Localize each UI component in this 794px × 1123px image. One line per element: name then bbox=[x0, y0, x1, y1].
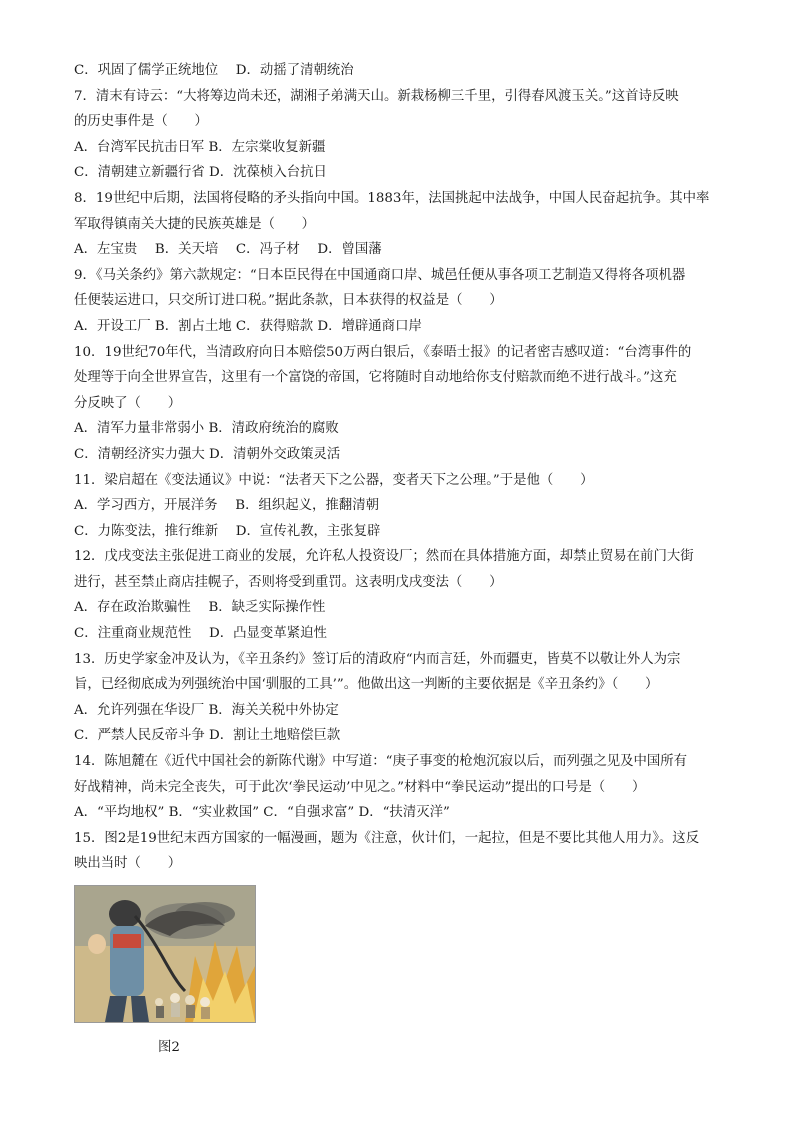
cartoon-figure-image bbox=[74, 885, 256, 1023]
q14-stem-line1: 14．陈旭麓在《近代中国社会的新陈代谢》中写道：“庚子事变的枪炮沉寂以后，而列强之见及中国所有 bbox=[74, 754, 688, 770]
cartoon-illustration bbox=[75, 886, 255, 1022]
q14-stem-line2: 好战精神，尚未完全丧失，可于此次‘拳民运动’中见之。”材料中“拳民运动”提出的口号是（ ） bbox=[74, 779, 646, 795]
q11-option-cd: C．力陈变法，推行维新 D．宣传礼教，主张复辟 bbox=[74, 523, 381, 539]
q12-stem-line1: 12．戊戌变法主张促进工商业的发展，允许私人投资设厂；然而在具体措施方面，却禁止贸易在前门大街 bbox=[74, 549, 694, 565]
q7-stem-line2: 的历史事件是（ ） bbox=[74, 114, 208, 130]
q9-options: A．开设工厂 B．割占土地 C．获得赔款 D．增辟通商口岸 bbox=[74, 318, 422, 334]
q11-option-ab: A．学习西方，开展洋务 B．组织起义，推翻清朝 bbox=[74, 498, 379, 514]
q13-stem-line2: 旨，已经彻底成为列强统治中国‘驯服的工具’”。他做出这一判断的主要依据是《辛丑条约》（ ） bbox=[74, 677, 659, 693]
q12-stem-line2: 进行，甚至禁止商店挂幌子，否则将受到重罚。这表明戊戌变法（ ） bbox=[74, 574, 503, 590]
q8-stem-line1: 8．19世纪中后期，法国将侵略的矛头指向中国。1883年，法国挑起中法战争，中国人民奋起抗争。其中率 bbox=[74, 190, 710, 206]
figure-caption: 图2 bbox=[158, 1040, 180, 1055]
q6-option-cd: C．巩固了儒学正统地位 D．动摇了清朝统治 bbox=[74, 63, 354, 78]
q7-option-cd: C．清朝建立新疆行省 D．沈葆桢入台抗日 bbox=[74, 165, 327, 181]
q11-stem: 11．梁启超在《变法通议》中说：“法者天下之公器，变者天下之公理。”于是他（ ） bbox=[74, 472, 594, 488]
q7-stem-line1: 7．清末有诗云：“大将筹边尚未还，湖湘子弟满天山。新栽杨柳三千里，引得春风渡玉关。”这首诗反映 bbox=[74, 88, 679, 104]
q10-option-ab: A．清军力量非常弱小 B．清政府统治的腐败 bbox=[74, 421, 339, 437]
q12-option-cd: C．注重商业规范性 D．凸显变革紧迫性 bbox=[74, 626, 327, 642]
q13-stem-line1: 13．历史学家金冲及认为，《辛丑条约》签订后的清政府“内而言廷，外而疆吏，皆莫不以敬让外人为宗 bbox=[74, 651, 681, 667]
q12-option-ab: A．存在政治欺骗性 B．缺乏实际操作性 bbox=[74, 600, 326, 616]
q9-stem-line2: 任便装运进口，只交所订进口税。”据此条款，日本获得的权益是（ ） bbox=[74, 293, 503, 309]
q13-option-cd: C．严禁人民反帝斗争 D．割让土地赔偿巨款 bbox=[74, 728, 341, 744]
q10-option-cd: C．清朝经济实力强大 D．清朝外交政策灵活 bbox=[74, 446, 341, 462]
q15-stem-line1: 15．图2是19世纪末西方国家的一幅漫画，题为《注意，伙计们，一起拉，但是不要比其他人用力》。这反 bbox=[74, 830, 700, 846]
document-body bbox=[74, 58, 734, 1061]
q7-option-ab: A．台湾军民抗击日军 B．左宗棠收复新疆 bbox=[74, 139, 326, 155]
q10-stem-line3: 分反映了（ ） bbox=[74, 395, 182, 411]
q10-stem-line1: 10．19世纪70年代，当清政府向日本赔偿50万两白银后，《泰晤士报》的记者密吉感叹道：“台湾事件的 bbox=[74, 344, 692, 360]
q8-options: A．左宝贵 B．关天培 C．冯子材 D．曾国藩 bbox=[74, 242, 382, 258]
q10-stem-line2: 处理等于向全世界宣告，这里有一个富饶的帝国，它将随时自动地给你支付赔款而绝不进行战斗。”这充 bbox=[74, 370, 677, 386]
q14-options: A．“平均地权” B．“实业救国” C．“自强求富” D．“扶清灭洋” bbox=[74, 805, 450, 821]
q9-stem-line1: 9．《马关条约》第六款规定：“日本臣民得在中国通商口岸、城邑任便从事各项工艺制造又得将各项机器 bbox=[74, 267, 686, 283]
q8-stem-line2: 军取得镇南关大捷的民族英雄是（ ） bbox=[74, 216, 316, 232]
q13-option-ab: A．允许列强在华设厂 B．海关关税中外协定 bbox=[74, 702, 339, 718]
q15-stem-line2: 映出当时（ ） bbox=[74, 856, 182, 872]
